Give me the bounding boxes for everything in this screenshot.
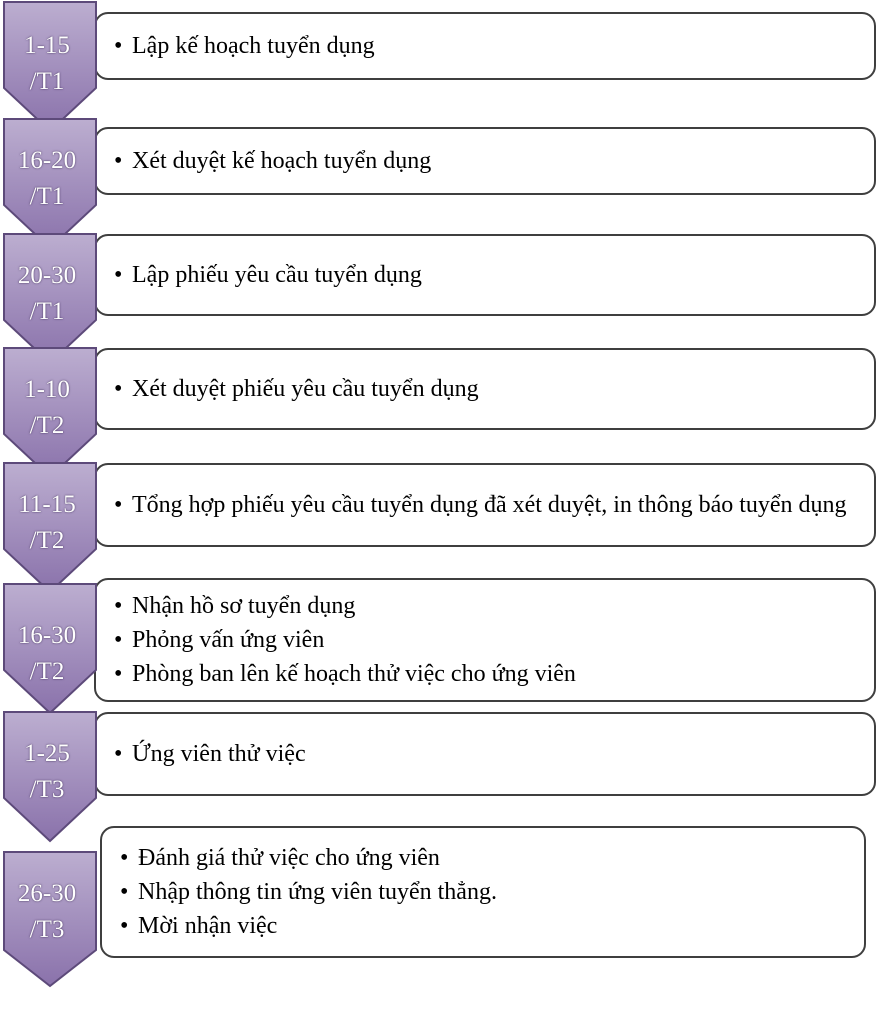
step-item-list xyxy=(114,372,860,406)
step-item-list xyxy=(114,490,860,520)
step-content-box xyxy=(94,578,876,702)
step-content-box xyxy=(94,12,876,80)
date-range-label xyxy=(4,143,90,215)
month-label: /T2 xyxy=(29,527,65,554)
month-label: /T1 xyxy=(29,183,65,210)
date-range: 1-10 xyxy=(24,376,70,403)
date-range: 20-30 xyxy=(17,262,77,289)
step-item: • Đánh giá thử việc cho ứng viên xyxy=(120,841,850,875)
step-item: • Phỏng vấn ứng viên xyxy=(114,623,860,657)
step-item-list xyxy=(114,589,860,691)
date-range-label xyxy=(4,28,90,100)
date-range: 1-25 xyxy=(24,740,70,767)
month-label: /T2 xyxy=(29,658,65,685)
step-item-list xyxy=(114,144,860,178)
step-item: • Nhận hồ sơ tuyển dụng xyxy=(114,589,860,623)
step-item: • Mời nhận việc xyxy=(120,909,850,943)
step-content-box xyxy=(94,127,876,195)
step-content-box xyxy=(94,234,876,316)
step-content-box xyxy=(94,348,876,430)
date-range-label xyxy=(4,736,90,808)
date-range-label xyxy=(4,372,90,444)
step-item-list xyxy=(114,29,860,63)
step-item: • Phòng ban lên kế hoạch thử việc cho ứng viên xyxy=(114,657,860,691)
month-label: /T3 xyxy=(29,916,65,943)
date-range: 16-30 xyxy=(17,622,77,649)
date-range: 26-30 xyxy=(17,880,77,907)
month-label: /T3 xyxy=(29,776,65,803)
date-range-label xyxy=(4,876,90,948)
month-label: /T1 xyxy=(29,298,65,325)
date-range: 1-15 xyxy=(24,32,70,59)
step-content-box xyxy=(100,826,866,958)
step-item: • Lập kế hoạch tuyển dụng xyxy=(114,29,860,63)
date-range-label xyxy=(4,618,90,690)
step-content-box xyxy=(94,712,876,796)
date-range: 11-15 xyxy=(18,491,76,518)
step-item: • Xét duyệt phiếu yêu cầu tuyển dụng xyxy=(114,372,860,406)
step-item: • Ứng viên thử việc xyxy=(114,737,860,771)
step-item: • Xét duyệt kế hoạch tuyển dụng xyxy=(114,144,860,178)
date-range: 16-20 xyxy=(17,147,77,174)
step-item: • Tổng hợp phiếu yêu cầu tuyển dụng đã xét duyệt, in thông báo tuyển dụng xyxy=(114,490,860,520)
step-item-list xyxy=(114,737,860,771)
step-item: • Nhập thông tin ứng viên tuyển thẳng. xyxy=(120,875,850,909)
step-content-box xyxy=(94,463,876,547)
step-item-list xyxy=(114,258,860,292)
date-range-label xyxy=(4,487,90,559)
month-label: /T1 xyxy=(29,68,65,95)
step-item: • Lập phiếu yêu cầu tuyển dụng xyxy=(114,258,860,292)
month-label: /T2 xyxy=(29,412,65,439)
step-item-list xyxy=(120,841,850,943)
date-range-label xyxy=(4,258,90,330)
